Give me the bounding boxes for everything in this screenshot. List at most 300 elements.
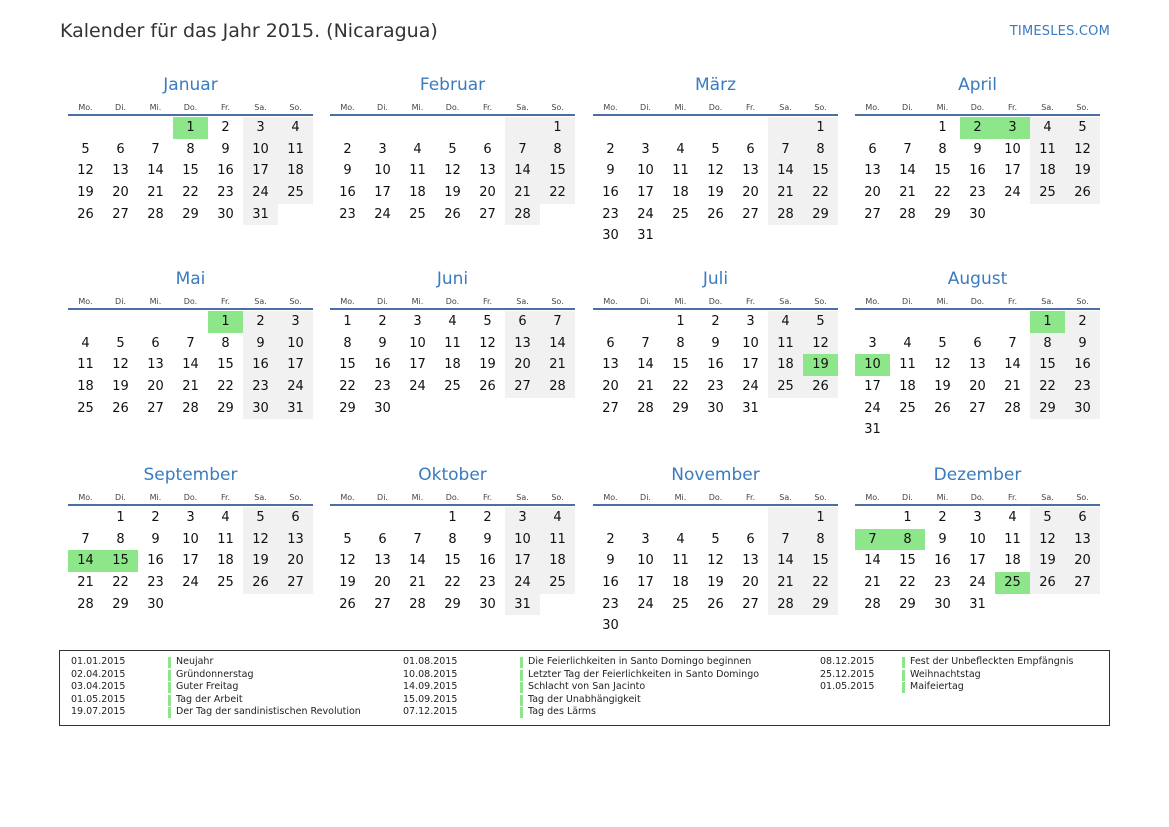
empty-cell bbox=[698, 507, 733, 529]
day-cell: 2 bbox=[938, 510, 947, 525]
legend-holiday-name: Neujahr bbox=[176, 656, 214, 667]
weekday-label: Mi. bbox=[411, 103, 424, 112]
day-cell: 7 bbox=[413, 531, 422, 547]
day-cell: 9 bbox=[221, 141, 230, 157]
empty-cell bbox=[68, 507, 103, 529]
day-cell: 15 bbox=[672, 357, 689, 373]
day-cell: 19 bbox=[479, 357, 496, 373]
day-grid bbox=[330, 506, 575, 615]
day-cell: 10 bbox=[505, 529, 540, 551]
day-cell: 28 bbox=[768, 594, 803, 616]
holiday-day: 1 bbox=[208, 311, 243, 333]
day-cell: 26 bbox=[803, 376, 838, 398]
day-cell: 27 bbox=[969, 400, 986, 416]
day-cell: 6 bbox=[278, 507, 313, 529]
weekday-label: Sa. bbox=[1041, 493, 1054, 502]
empty-cell bbox=[330, 117, 365, 139]
holiday-day: 2 bbox=[960, 117, 995, 139]
day-cell: 6 bbox=[483, 141, 492, 157]
day-cell: 14 bbox=[1004, 357, 1021, 373]
day-cell: 29 bbox=[803, 204, 838, 226]
month-februar bbox=[330, 74, 575, 225]
day-cell: 4 bbox=[413, 141, 422, 157]
empty-cell bbox=[435, 117, 470, 139]
legend-date: 08.12.2015 bbox=[820, 656, 875, 667]
holiday-marker bbox=[902, 657, 905, 668]
day-cell: 16 bbox=[1065, 354, 1100, 376]
day-cell: 29 bbox=[182, 206, 199, 222]
day-cell: 27 bbox=[1065, 572, 1100, 594]
day-cell: 16 bbox=[707, 357, 724, 373]
day-cell: 18 bbox=[540, 550, 575, 572]
day-cell: 19 bbox=[934, 379, 951, 395]
holiday-marker bbox=[520, 670, 523, 681]
weekday-label: Di. bbox=[640, 103, 651, 112]
day-cell: 10 bbox=[409, 335, 426, 351]
weekday-label: Mo. bbox=[340, 493, 355, 502]
holiday-day: 15 bbox=[103, 550, 138, 572]
page-title: Kalender für das Jahr 2015. (Nicaragua) bbox=[60, 20, 438, 42]
empty-cell bbox=[138, 311, 173, 333]
empty-cell bbox=[103, 117, 138, 139]
weekday-label: Fr. bbox=[1007, 493, 1018, 502]
legend-holiday-name: Guter Freitag bbox=[176, 681, 239, 693]
day-cell: 18 bbox=[77, 379, 94, 395]
day-cell: 3 bbox=[278, 311, 313, 333]
legend-item bbox=[820, 669, 1073, 682]
month-name: November bbox=[671, 465, 760, 485]
day-cell: 16 bbox=[934, 553, 951, 569]
day-cell: 10 bbox=[969, 531, 986, 547]
weekday-label: Mo. bbox=[865, 297, 880, 306]
day-cell: 15 bbox=[339, 357, 356, 373]
weekday-label: Do. bbox=[970, 297, 985, 306]
day-cell: 30 bbox=[1065, 398, 1100, 420]
day-cell: 10 bbox=[182, 531, 199, 547]
day-cell: 12 bbox=[112, 357, 129, 373]
day-cell: 14 bbox=[864, 553, 881, 569]
day-cell: 29 bbox=[339, 400, 356, 416]
legend-holiday-name: Weihnachtstag bbox=[910, 668, 981, 680]
day-cell: 10 bbox=[374, 163, 391, 179]
weekday-label: Di. bbox=[640, 493, 651, 502]
weekday-label: Do. bbox=[708, 103, 723, 112]
day-cell: 24 bbox=[637, 206, 654, 222]
holiday-marker bbox=[168, 707, 171, 718]
day-cell: 15 bbox=[803, 550, 838, 572]
day-cell: 17 bbox=[1004, 163, 1021, 179]
legend-holiday-name: Die Feierlichkeiten in Santo Domingo beginnen bbox=[528, 656, 752, 667]
weekday-header bbox=[68, 490, 313, 506]
weekday-header bbox=[68, 294, 313, 310]
day-cell: 16 bbox=[147, 553, 164, 569]
day-cell: 9 bbox=[711, 335, 720, 351]
empty-cell bbox=[68, 311, 103, 333]
weekday-label: Sa. bbox=[516, 297, 529, 306]
day-cell: 3 bbox=[868, 335, 877, 351]
weekday-label: Fr. bbox=[220, 493, 231, 502]
month-juli bbox=[593, 268, 838, 419]
day-cell: 6 bbox=[505, 311, 540, 333]
month-name: August bbox=[947, 269, 1008, 289]
day-cell: 19 bbox=[444, 185, 461, 201]
day-cell: 5 bbox=[1030, 507, 1065, 529]
day-cell: 7 bbox=[768, 529, 803, 551]
day-cell: 5 bbox=[711, 531, 720, 547]
day-cell: 8 bbox=[938, 141, 947, 157]
day-cell: 3 bbox=[641, 141, 650, 157]
day-cell: 11 bbox=[899, 357, 916, 373]
day-cell: 12 bbox=[243, 529, 278, 551]
day-cell: 19 bbox=[707, 185, 724, 201]
day-cell: 22 bbox=[803, 182, 838, 204]
day-cell: 1 bbox=[903, 510, 912, 525]
legend-item bbox=[71, 669, 361, 682]
day-cell: 16 bbox=[217, 163, 234, 179]
day-cell: 20 bbox=[278, 550, 313, 572]
day-grid bbox=[855, 310, 1100, 441]
empty-cell bbox=[593, 311, 628, 333]
day-cell: 19 bbox=[112, 379, 129, 395]
weekday-label: Fr. bbox=[1007, 103, 1018, 112]
day-cell: 21 bbox=[768, 572, 803, 594]
day-cell: 31 bbox=[505, 594, 540, 616]
day-cell: 31 bbox=[969, 596, 986, 612]
weekday-label: Mi. bbox=[411, 493, 424, 502]
day-cell: 28 bbox=[864, 596, 881, 612]
legend-column bbox=[403, 656, 759, 719]
weekday-label: Mo. bbox=[78, 297, 93, 306]
day-cell: 20 bbox=[742, 185, 759, 201]
day-cell: 3 bbox=[505, 507, 540, 529]
day-cell: 14 bbox=[409, 553, 426, 569]
day-cell: 4 bbox=[676, 531, 685, 547]
day-cell: 28 bbox=[540, 376, 575, 398]
site-link[interactable]: TIMESLES.COM bbox=[1009, 24, 1110, 39]
day-cell: 23 bbox=[934, 575, 951, 591]
day-cell: 24 bbox=[969, 575, 986, 591]
day-cell: 28 bbox=[768, 204, 803, 226]
day-cell: 21 bbox=[864, 575, 881, 591]
day-cell: 21 bbox=[505, 182, 540, 204]
weekday-header bbox=[330, 294, 575, 310]
weekday-label: Mo. bbox=[78, 493, 93, 502]
day-cell: 17 bbox=[969, 553, 986, 569]
holiday-marker bbox=[520, 707, 523, 718]
empty-cell bbox=[505, 117, 540, 139]
weekday-label: Do. bbox=[708, 297, 723, 306]
weekday-label: Fr. bbox=[482, 493, 493, 502]
empty-cell bbox=[733, 117, 768, 139]
day-cell: 24 bbox=[409, 379, 426, 395]
month-name: Juli bbox=[702, 269, 729, 289]
day-cell: 30 bbox=[147, 596, 164, 612]
day-cell: 6 bbox=[973, 335, 982, 351]
day-cell: 19 bbox=[1030, 550, 1065, 572]
day-cell: 1 bbox=[540, 117, 575, 139]
weekday-label: Mo. bbox=[865, 103, 880, 112]
day-cell: 19 bbox=[707, 575, 724, 591]
month-name: Dezember bbox=[933, 465, 1022, 485]
day-cell: 5 bbox=[243, 507, 278, 529]
day-cell: 13 bbox=[374, 553, 391, 569]
month-september bbox=[68, 464, 313, 615]
month-name: Januar bbox=[163, 75, 218, 95]
day-cell: 27 bbox=[374, 596, 391, 612]
month-august bbox=[855, 268, 1100, 441]
day-cell: 4 bbox=[1008, 510, 1017, 525]
day-cell: 3 bbox=[186, 510, 195, 525]
weekday-label: Fr. bbox=[1007, 297, 1018, 306]
day-cell: 25 bbox=[540, 572, 575, 594]
empty-cell bbox=[890, 117, 925, 139]
weekday-label: Sa. bbox=[779, 297, 792, 306]
day-cell: 13 bbox=[864, 163, 881, 179]
month-name: Februar bbox=[419, 75, 486, 95]
legend-item bbox=[403, 706, 759, 719]
day-cell: 24 bbox=[278, 376, 313, 398]
day-cell: 18 bbox=[444, 357, 461, 373]
day-cell: 2 bbox=[1065, 311, 1100, 333]
day-cell: 23 bbox=[602, 206, 619, 222]
day-cell: 22 bbox=[1030, 376, 1065, 398]
empty-cell bbox=[890, 311, 925, 333]
day-cell: 30 bbox=[243, 398, 278, 420]
day-cell: 19 bbox=[243, 550, 278, 572]
day-cell: 3 bbox=[243, 117, 278, 139]
weekday-label: So. bbox=[551, 493, 564, 502]
day-cell: 6 bbox=[1065, 507, 1100, 529]
day-cell: 10 bbox=[637, 553, 654, 569]
legend-item bbox=[820, 656, 1073, 669]
weekday-label: So. bbox=[289, 297, 302, 306]
legend-date: 15.09.2015 bbox=[403, 693, 458, 705]
day-cell: 14 bbox=[768, 160, 803, 182]
day-cell: 11 bbox=[540, 529, 575, 551]
holiday-marker bbox=[168, 682, 171, 693]
weekday-label: Di. bbox=[640, 297, 651, 306]
empty-cell bbox=[855, 507, 890, 529]
day-cell: 13 bbox=[479, 163, 496, 179]
weekday-label: Mi. bbox=[936, 297, 949, 306]
day-cell: 5 bbox=[803, 311, 838, 333]
weekday-label: Sa. bbox=[779, 103, 792, 112]
day-cell: 10 bbox=[1004, 141, 1021, 157]
day-cell: 20 bbox=[505, 354, 540, 376]
day-cell: 30 bbox=[707, 400, 724, 416]
day-cell: 18 bbox=[1004, 553, 1021, 569]
day-cell: 4 bbox=[221, 510, 230, 525]
day-cell: 21 bbox=[409, 575, 426, 591]
day-cell: 17 bbox=[505, 550, 540, 572]
weekday-label: Di. bbox=[902, 297, 913, 306]
day-cell: 13 bbox=[147, 357, 164, 373]
day-cell: 26 bbox=[444, 206, 461, 222]
day-cell: 4 bbox=[903, 335, 912, 351]
legend-date: 01.05.2015 bbox=[71, 693, 126, 705]
weekday-header bbox=[330, 490, 575, 506]
holiday-day: 25 bbox=[995, 572, 1030, 594]
holiday-marker bbox=[168, 695, 171, 706]
day-cell: 24 bbox=[243, 182, 278, 204]
day-cell: 24 bbox=[1004, 185, 1021, 201]
day-cell: 5 bbox=[81, 141, 90, 157]
weekday-label: Fr. bbox=[745, 297, 756, 306]
empty-cell bbox=[400, 507, 435, 529]
day-cell: 6 bbox=[151, 335, 160, 351]
empty-cell bbox=[733, 507, 768, 529]
holiday-day: 1 bbox=[1030, 311, 1065, 333]
weekday-label: Do. bbox=[445, 297, 460, 306]
day-cell: 27 bbox=[742, 596, 759, 612]
day-cell: 9 bbox=[151, 531, 160, 547]
day-cell: 18 bbox=[672, 185, 689, 201]
weekday-label: Mi. bbox=[936, 493, 949, 502]
legend-holiday-name: Der Tag der sandinistischen Revolution bbox=[176, 706, 361, 718]
day-cell: 21 bbox=[77, 575, 94, 591]
day-cell: 8 bbox=[803, 139, 838, 161]
day-cell: 17 bbox=[864, 379, 881, 395]
day-cell: 22 bbox=[112, 575, 129, 591]
day-cell: 17 bbox=[409, 357, 426, 373]
day-cell: 10 bbox=[742, 335, 759, 351]
day-cell: 16 bbox=[479, 553, 496, 569]
day-cell: 13 bbox=[278, 529, 313, 551]
day-cell: 15 bbox=[217, 357, 234, 373]
day-cell: 2 bbox=[711, 314, 720, 329]
day-cell: 2 bbox=[606, 141, 615, 157]
legend-holiday-name: Tag der Unabhängigkeit bbox=[528, 693, 641, 705]
empty-cell bbox=[663, 117, 698, 139]
day-cell: 27 bbox=[864, 206, 881, 222]
empty-cell bbox=[960, 311, 995, 333]
day-cell: 17 bbox=[637, 575, 654, 591]
day-cell: 5 bbox=[116, 335, 125, 351]
day-cell: 2 bbox=[221, 120, 230, 135]
legend-holiday-name: Tag des Lärms bbox=[528, 706, 597, 718]
day-cell: 3 bbox=[746, 314, 755, 329]
day-cell: 20 bbox=[602, 379, 619, 395]
weekday-label: Sa. bbox=[254, 297, 267, 306]
legend-holiday-name: Gründonnerstag bbox=[176, 668, 254, 680]
day-cell: 28 bbox=[899, 206, 916, 222]
day-cell: 23 bbox=[374, 379, 391, 395]
day-grid bbox=[593, 116, 838, 247]
day-cell: 22 bbox=[540, 182, 575, 204]
day-cell: 28 bbox=[637, 400, 654, 416]
day-cell: 15 bbox=[934, 163, 951, 179]
weekday-label: Mi. bbox=[674, 493, 687, 502]
day-cell: 24 bbox=[374, 206, 391, 222]
day-cell: 22 bbox=[803, 572, 838, 594]
day-cell: 31 bbox=[637, 228, 654, 244]
weekday-label: Sa. bbox=[516, 493, 529, 502]
weekday-label: Sa. bbox=[254, 103, 267, 112]
day-cell: 23 bbox=[1065, 376, 1100, 398]
holiday-marker bbox=[520, 657, 523, 668]
legend-item bbox=[403, 669, 759, 682]
day-cell: 17 bbox=[278, 354, 313, 376]
legend-date: 10.08.2015 bbox=[403, 668, 458, 680]
weekday-header bbox=[855, 490, 1100, 506]
weekday-label: Mi. bbox=[674, 103, 687, 112]
day-cell: 16 bbox=[374, 357, 391, 373]
day-cell: 11 bbox=[1030, 139, 1065, 161]
weekday-label: Mi. bbox=[936, 103, 949, 112]
day-cell: 22 bbox=[672, 379, 689, 395]
day-cell: 18 bbox=[672, 575, 689, 591]
day-cell: 24 bbox=[864, 400, 881, 416]
legend-date: 02.04.2015 bbox=[71, 668, 126, 680]
empty-cell bbox=[400, 117, 435, 139]
day-cell: 12 bbox=[803, 333, 838, 355]
legend-date: 01.01.2015 bbox=[71, 656, 126, 667]
day-cell: 10 bbox=[637, 163, 654, 179]
day-cell: 7 bbox=[903, 141, 912, 157]
day-cell: 22 bbox=[339, 379, 356, 395]
empty-cell bbox=[663, 507, 698, 529]
weekday-label: Mo. bbox=[340, 103, 355, 112]
day-cell: 7 bbox=[81, 531, 90, 547]
day-cell: 26 bbox=[707, 596, 724, 612]
day-cell: 25 bbox=[1030, 182, 1065, 204]
day-grid bbox=[855, 506, 1100, 615]
month-name: Oktober bbox=[418, 465, 487, 485]
holiday-marker bbox=[168, 657, 171, 668]
day-cell: 12 bbox=[934, 357, 951, 373]
day-cell: 26 bbox=[707, 206, 724, 222]
day-cell: 20 bbox=[374, 575, 391, 591]
day-cell: 8 bbox=[448, 531, 457, 547]
month-dezember bbox=[855, 464, 1100, 615]
day-cell: 17 bbox=[637, 185, 654, 201]
weekday-label: Di. bbox=[377, 493, 388, 502]
weekday-label: Di. bbox=[902, 493, 913, 502]
day-cell: 1 bbox=[803, 117, 838, 139]
legend-item bbox=[403, 656, 759, 669]
weekday-label: Do. bbox=[970, 493, 985, 502]
month-name: März bbox=[695, 75, 736, 95]
day-cell: 7 bbox=[768, 139, 803, 161]
day-cell: 24 bbox=[182, 575, 199, 591]
day-cell: 23 bbox=[217, 185, 234, 201]
day-cell: 3 bbox=[973, 510, 982, 525]
day-cell: 29 bbox=[672, 400, 689, 416]
day-cell: 12 bbox=[444, 163, 461, 179]
day-cell: 5 bbox=[938, 335, 947, 351]
month-name: September bbox=[143, 465, 238, 485]
weekday-label: Fr. bbox=[220, 297, 231, 306]
day-cell: 22 bbox=[217, 379, 234, 395]
day-cell: 4 bbox=[1030, 117, 1065, 139]
weekday-label: Do. bbox=[445, 493, 460, 502]
day-cell: 11 bbox=[278, 139, 313, 161]
day-cell: 9 bbox=[606, 553, 615, 569]
weekday-label: So. bbox=[814, 103, 827, 112]
empty-cell bbox=[365, 507, 400, 529]
day-cell: 14 bbox=[147, 163, 164, 179]
weekday-header bbox=[855, 294, 1100, 310]
day-cell: 30 bbox=[934, 596, 951, 612]
day-cell: 10 bbox=[243, 139, 278, 161]
weekday-label: Mi. bbox=[149, 297, 162, 306]
day-cell: 21 bbox=[768, 182, 803, 204]
empty-cell bbox=[138, 117, 173, 139]
day-cell: 13 bbox=[112, 163, 129, 179]
day-cell: 7 bbox=[1008, 335, 1017, 351]
empty-cell bbox=[995, 311, 1030, 333]
day-cell: 18 bbox=[278, 160, 313, 182]
